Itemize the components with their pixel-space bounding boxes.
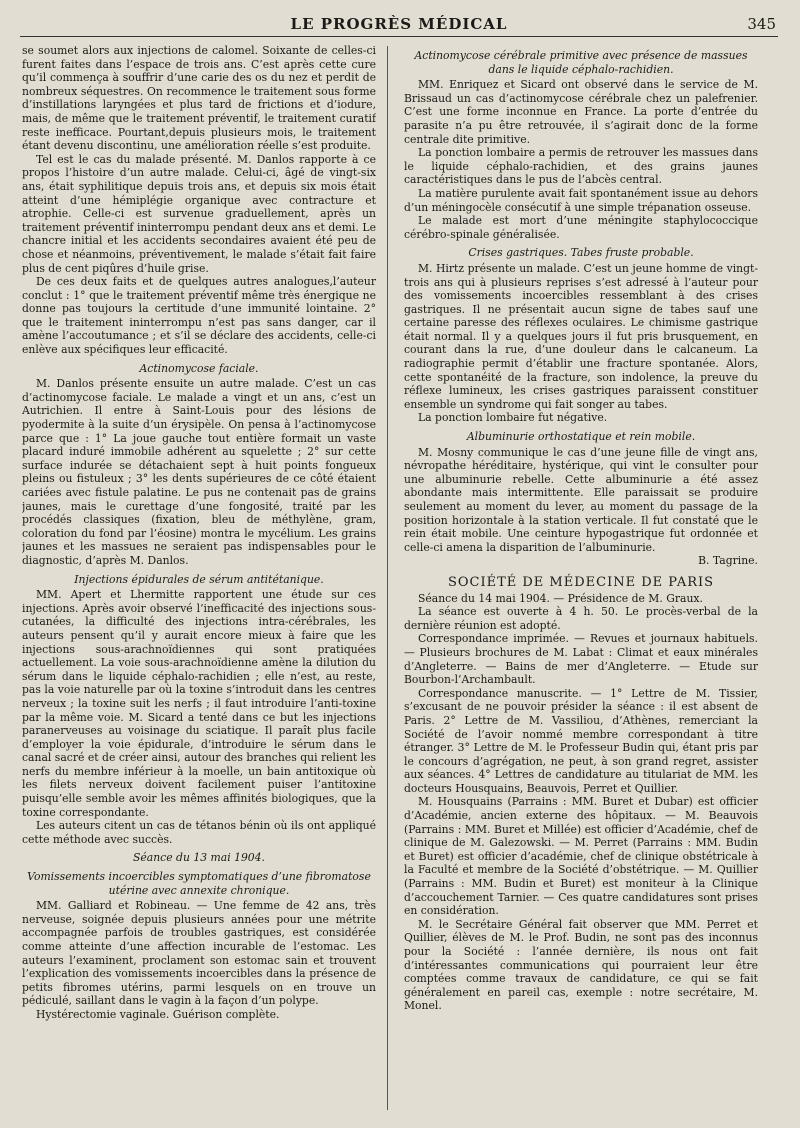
section-heading: Albuminurie orthostatique et rein mobile. (466, 430, 696, 444)
section-heading: Vomissements incoercibles symptomatiques d’une fibromatose utérine avec annexite chronique. (27, 870, 371, 897)
paragraph: MM. Enriquez et Sicard ont observé dans le service de M. Brissaud un cas d’actinomycose cérébrale chez un palefrenier. C’est une forme inconnue en France. La porte d’entrée du parasite n’a pu être retrouvée, il s’agirait donc de la forme centrale dite primitive. (404, 78, 758, 146)
paragraph: La ponction lombaire a permis de retrouver les massues dans le liquide céphalo-rachidien, et des grains jaunes caractéristiques dans le pus de l’abcès central. (404, 146, 758, 187)
signature: B. Tagrine. (698, 554, 758, 568)
paragraph: Le malade est mort d’une méningite staphylococcique cérébro-spinale généralisée. (404, 214, 758, 241)
paragraph: De ces deux faits et de quelques autres analogues,l’auteur conclut : 1° que le traitement préventif même très énergique ne donne pas toujours la certitude d’une immunité lointaine. 2° que le traitement ininterrompu n’est pas sans danger, car il amène l’accoutumance ; et s’il se déclare des accidents, celle-ci enlève aux spécifiques leur efficacité. (22, 275, 376, 357)
journal-title: LE PROGRÈS MÉDICAL (290, 15, 508, 33)
paragraph: Les auteurs citent un cas de tétanos bénin où ils ont appliqué cette méthode avec succès. (22, 819, 376, 846)
society-heading: SOCIÉTÉ DE MÉDECINE DE PARIS (447, 574, 715, 590)
paragraph: La séance est ouverte à 4 h. 50. Le procès-verbal de la dernière réunion est adopté. (404, 605, 758, 632)
right-column (404, 44, 758, 1116)
paragraph: MM. Galliard et Robineau. — Une femme de 42 ans, très nerveuse, soignée depuis plusieurs années pour une métrite accompagnée parfois de troubles gastriques, est considérée comme atteinte d’une affection incurable de l’estomac. Les auteurs l’examinent, proclament son estomac sain et trouvent l’explication des vomissements incoercibles dans la présence de petits fibromes utérins, parmi lesquels on en trouve un pédiculé, saillant dans le vagin à la façon d’un polype. (22, 899, 376, 1008)
paragraph: MM. Apert et Lhermitte rapportent une étude sur ces injections. Après avoir observé l’inefficacité des injections sous-cutanées, la difficulté des injections intra-cérébrales, les auteurs pensent qu’il y aurait encore mieux à faire que les injections sous-arachnoïdiennes qui sont pratiquées actuellement. La voie sous-arachnoïdienne amène la dilution du sérum dans le liquide céphalo-rachidien ; elle n’est, au reste, pas la voie naturelle par où la toxine s’introduit dans les centres nerveux ; la toxine suit les nerfs ; il faut introduire l’anti-toxine par la même voie. M. Sicard a tenté dans ce but les injections paranerveuses au voisinage du sciatique. Il paraît plus facile d’employer la voie épidurale, d’introduire le sérum dans le canal sacré et de créer ainsi, autour des branches qui relient les nerfs du membre inférieur à la moelle, un bain antitoxique où les filets nerveux doivent facilement puiser l’antitoxine puisqu’elle semble avoir les mêmes affinités biologiques, que la toxine correspondante. (22, 588, 376, 819)
paragraph: Hystérectomie vaginale. Guérison complète. (36, 1007, 280, 1021)
paragraph: M. Mosny communique le cas d’une jeune fille de vingt ans, névropathe héréditaire, hystérique, qui vint le consulter pour une albuminurie rebelle. Cette albuminurie a été assez abondante mais intermittente. Elle paraissait se produire seulement au moment du lever, au moment du passage de la position horizontale à la station verticale. Il fut constaté que le rein était mobile. Une ceinture hypogastrique fut ordonnée et celle-ci amena la disparition de l’albuminurie. (404, 445, 758, 554)
page-number: 345 (747, 15, 776, 33)
section-heading: Séance du 13 mai 1904. (133, 851, 265, 865)
page-header (20, 12, 778, 37)
section-heading: Actinomycose faciale. (139, 361, 259, 375)
left-column (22, 44, 376, 1116)
section-heading: Crises gastriques. Tabes fruste probable. (468, 246, 694, 260)
paragraph: M. Housquains (Parrains : MM. Buret et Dubar) est officier d’Académie, ancien externe des hôpitaux. — M. Beauvois (Parrains : MM. Buret et Millée) est officier d’Académie, chef de clinique de M. Galezowski. — M. Perret (Parrains : MM. Budin et Buret) est officier d’académie, chef de clinique obstétricale à la Faculté et membre de la Société d’obstétrique. — M. Quillier (Parrains : MM. Budin et Buret) est moniteur à la Clinique d’accouchement Tarnier. — Ces quatre candidatures sont prises en considération. (404, 795, 758, 918)
paragraph: Séance du 14 mai 1904. — Présidence de M. Graux. (418, 591, 703, 605)
paragraph: M. le Secrétaire Général fait observer que MM. Perret et Quillier, élèves de M. le Prof. Budin, ne sont pas des inconnus pour la Société : l’année dernière, ils nous ont fait d’intéressantes communications qui pourraient leur être comptées comme travaux de candidature, ce qui se fait généralement en pareil cas, exemple : notre secrétaire, M. Monel. (404, 917, 758, 1013)
paragraph: Correspondance manuscrite. — 1° Lettre de M. Tissier, s’excusant de ne pouvoir présider la séance : il est absent de Paris. 2° Lettre de M. Vassiliou, d’Athènes, remerciant la Société de l’avoir nommé membre correspondant à titre étranger. 3° Lettre de M. le Professeur Budin qui, étant pris par le concours d’agrégation, ne peut, à son grand regret, assister aux séances. 4° Lettres de candidature au titulariat de MM. les docteurs Housquains, Beauvois, Perret et Quillier. (404, 686, 758, 795)
paragraph: Correspondance imprimée. — Revues et journaux habituels. — Plusieurs brochures de M. Labat : Climat et eaux minérales d’Angleterre. — Bains de mer d’Angleterre. — Etude sur Bourbon-l’Archambault. (404, 632, 758, 687)
section-heading: Actinomycose cérébrale primitive avec présence de massues dans le liquide céphalo-rachidien. (414, 49, 748, 76)
paragraph: La matière purulente avait fait spontanément issue au dehors d’un méningocèle consécutif à une simple trépanation osseuse. (404, 186, 758, 214)
paragraph: Tel est le cas du malade présenté. M. Danlos rapporte à ce propos l’histoire d’un autre malade. Celui-ci, âgé de vingt-six ans, était syphilitique depuis trois ans, et depuis six mois était atteint d’une hémiplégie organique avec contracture et atrophie. Celle-ci est survenue graduellement, après un traitement préventif ininterrompu pendant deux ans et demi. Le chancre initial et les accidents secondaires avaient été peu de chose et néanmoins, préventivement, le malade s’était fait faire plus de cent piqûres d’huile grise. (22, 152, 376, 275)
paragraph: M. Danlos présente ensuite un autre malade. C’est un cas d’actinomycose faciale. Le malade a vingt et un ans, c’est un Autrichien. Il entre à Saint-Louis pour des lésions de pyodermite à la suite d’un érysipèle. On pensa à l’actinomycose parce que : 1° La joue gauche tout entière formait un vaste placard induré immobile adhérent au squelette ; 2° sur cette surface indurée se détachaient sept à huit points fongueux pleins ou fistuleux ; 3° les dents supérieures de ce côté étaient cariées avec fistule palatine. Le pus ne contenait pas de grains jaunes, mais le curettage d’une fongosité, traité par les procédés classiques (fixation, bleu de méthylène, gram, coloration du fond par l’éosine) montra le mycélium. Les grains jaunes et les massues ne seraient pas indispensables pour le diagnostic, d’après M. Danlos. (22, 377, 376, 567)
paragraph: se soumet alors aux injections de calomel. Soixante de celles-ci furent faites dans l’espace de trois ans. C’est après cette cure qu’il commença à souffrir d’une carie des os du nez et perdit de nombreux séquestres. On recommence le traitement sous forme d’instillations laryngées et plus tard de frictions et d’iodure, mais, de même que le traitement préventif, le traitement curatif reste inefficace. Pourtant,depuis plusieurs mois, le traitement étant devenu discontinu, une amélioration réelle s’est produite. (22, 44, 376, 153)
paragraph: La ponction lombaire fut négative. (418, 411, 608, 425)
column-divider (387, 46, 388, 1110)
section-heading: Injections épidurales de sérum antitétanique. (74, 572, 324, 586)
paragraph: M. Hirtz présente un malade. C’est un jeune homme de vingt-trois ans qui à plusieurs reprises s’est adressé à l’auteur pour des vomissements incoercibles ressemblant à des crises gastriques. Il ne présentait aucun signe de tabes sauf une certaine paresse des réflexes oculaires. Le chimisme gastrique était normal. Il y a quelques jours il fut pris brusquement, en courant dans la rue, d’une douleur dans le calcaneum. La radiographie permit d’établir une fracture spontanée. Alors, cette spontanéité de la fracture, son indolence, la preuve du réflexe lumineux, les crises gastriques paraissent constituer ensemble un syndrome qui fait songer au tabes. (404, 261, 758, 411)
